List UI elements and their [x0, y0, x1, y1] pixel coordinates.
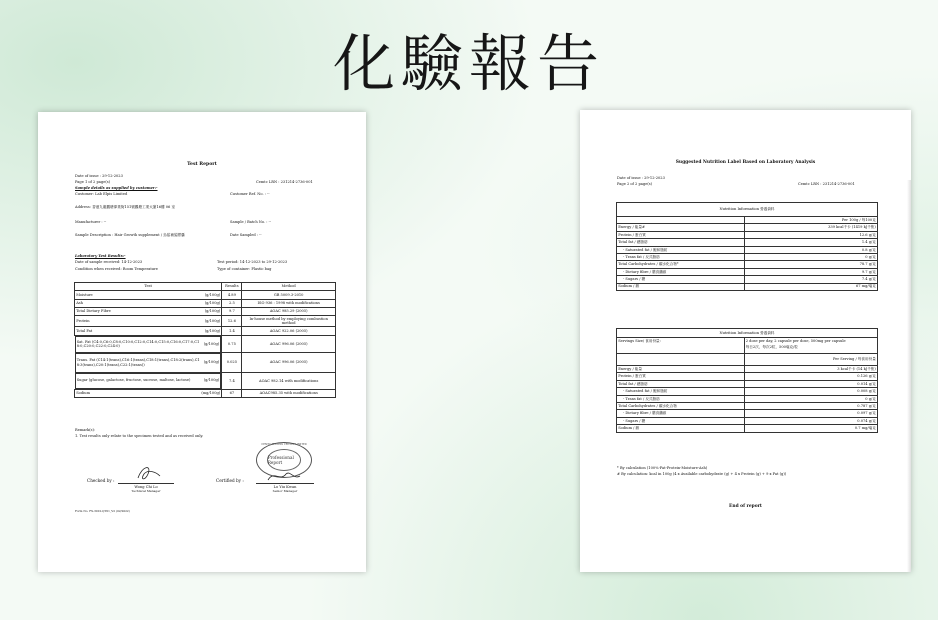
row-test: Sat. Fat (C4:0,C6:0,C8:0,C10:0,C12:0,C14:0,C15:0,C16:0,C17:0,C18:0,C20:0,C22:0,C24:0): [76, 339, 200, 349]
nutrition-title: Suggested Nutrition Label Based on Laboratory Analysis: [675, 160, 816, 165]
certifier-title: Senior Manager: [272, 489, 298, 493]
form-number: Form No. FS-3010-QT01_V2 (02/2022): [75, 509, 130, 513]
row-value: 7.4 g/克: [744, 276, 877, 283]
table-row: [75, 327, 336, 335]
manufacturer: Manufacturer : --: [75, 220, 107, 224]
lab-results-heading: Laboratory Test Results:-: [75, 254, 126, 258]
row-value: 0.787 g/克: [744, 402, 877, 409]
stamp-ring-text: CEMTC TESTING CENTRE LIMITED: [261, 443, 307, 446]
servings-value-en: 2 dose per day, 2 capsule per dose, 500mg per capsule: [745, 338, 846, 343]
row-value: 1.4 g/克: [744, 239, 877, 246]
row-result: 2.5: [222, 299, 242, 307]
row-result: 0.75: [222, 335, 242, 353]
table-row: [75, 335, 336, 353]
cemtc-lrn: Cemtc LRN : 231214-2736-001: [256, 180, 313, 184]
row-label: Total Carbohydrates / 碳水化合物: [617, 402, 745, 409]
table-row: [617, 276, 878, 283]
table-row: [617, 417, 878, 424]
row-label: Protein / 蛋白質: [617, 231, 745, 238]
row-unit: (g/100g): [204, 292, 221, 297]
row-test: Moisture: [76, 292, 93, 297]
row-unit: (g/100g): [203, 360, 220, 365]
row-value: 0.008 g/克: [744, 388, 877, 395]
address: Address: 香港九龍觀塘偉業街151號觀塘工業大廈16樓 06 室: [75, 205, 176, 209]
customer: Customer: Lab Elpis Limited: [75, 192, 128, 196]
page-info: Page 1 of 2 page(s): [75, 180, 110, 184]
row-value: 0.7 mg/毫克: [744, 425, 877, 432]
row-value: 0 g/克: [744, 395, 877, 402]
row-test: Ash: [76, 301, 83, 305]
table-row: [617, 395, 878, 402]
certified-by-label: Certified by :: [216, 478, 244, 483]
table-row: [617, 231, 878, 238]
end-of-report: End of report: [729, 504, 762, 509]
footnote-1: * By calculation (100%-Fat-Protein-Moisture-Ash): [617, 466, 708, 470]
sample-details-heading: Sample details as supplied by customer:-: [75, 186, 158, 190]
table-row: [617, 425, 878, 432]
row-method: GB 5009.3-2010: [242, 291, 336, 299]
condition: Condition when received: Room Temperature: [75, 267, 158, 271]
row-method: AOAC 996.06 (2005): [242, 353, 336, 373]
table-row: [75, 373, 336, 390]
row-method: AOAC 985.29 (2005): [242, 307, 336, 315]
row-value: 0.014 g/克: [744, 380, 877, 387]
checker-title: Technical Manager: [131, 489, 161, 493]
row-label: Sodium / 鈉: [617, 425, 745, 432]
row-label: Total Carbohydrates / 碳水化合物*: [617, 261, 745, 268]
servings-value-zh: 每日2次，每次2粒，500毫克/粒: [745, 345, 798, 350]
row-value: 78.7 g/克: [744, 261, 877, 268]
row-value: 3 kcal千卡 (14 kJ千焦): [744, 366, 877, 373]
test-period: Test period: 14-12-2023 to 29-12-2023: [217, 260, 288, 264]
certifier-name: Lo Yiu Kwan: [273, 485, 297, 489]
row-result: 9.7: [222, 307, 242, 315]
table-row: [75, 353, 336, 373]
row-test: Sugar (glucose, galactose, fructose, sucrose, maltose, lactose): [76, 378, 191, 383]
row-unit: (g/100g): [204, 328, 221, 333]
header-method: Method: [242, 283, 336, 291]
row-label: Sodium / 鈉: [617, 283, 745, 290]
row-label: - Saturated fat / 飽和脂肪: [617, 246, 745, 253]
row-test: Sodium: [76, 391, 90, 396]
page-heading: 化驗報告: [332, 27, 605, 100]
row-label: - Sugars / 糖: [617, 417, 745, 424]
nutrition-cemtc-lrn: Cemtc LRN : 231214-2736-001: [798, 182, 855, 186]
row-result: 4.89: [222, 291, 242, 299]
table-row: [617, 268, 878, 275]
row-unit: (g/100g): [204, 309, 221, 314]
table-row: [617, 410, 878, 417]
row-value: 0.074 g/克: [744, 417, 877, 424]
customer-ref: Customer Ref. No. : --: [230, 192, 270, 196]
row-unit: (mg/100g): [201, 391, 221, 396]
remarks-heading: Remark(s):: [75, 428, 96, 432]
test-report-page: [38, 112, 366, 572]
container: Type of container: Plastic bag: [217, 267, 272, 271]
nutrition-table-per-100g: [616, 202, 878, 291]
checked-by-label: Checked by :: [87, 478, 115, 483]
table-row: [617, 402, 878, 409]
table-row: [617, 380, 878, 387]
row-label: Protein / 蛋白質: [617, 373, 745, 380]
row-label: - Trans fat / 反式脂肪: [617, 253, 745, 260]
checker-signature-line: [118, 483, 174, 484]
servings-label: Servings Size/ 食用份量:: [617, 338, 745, 354]
row-value: 0.126 g/克: [744, 373, 877, 380]
nutrition-page-info: Page 2 of 2 page(s): [617, 182, 652, 186]
table-row: [75, 316, 336, 327]
row-label: - Trans fat / 反式脂肪: [617, 395, 745, 402]
table-row: [75, 291, 336, 299]
row-value: 12.6 g/克: [744, 231, 877, 238]
table-header-row: [75, 283, 336, 291]
row-value: 0 g/克: [744, 253, 877, 260]
row-label: - Sugars / 糖: [617, 276, 745, 283]
table2-per: Per Serving / 每食用份量: [744, 354, 877, 366]
header-results: Results: [222, 283, 242, 291]
table1-header: Nutrition Information 營養資料: [617, 203, 878, 217]
row-result: 67: [222, 389, 242, 397]
table-row: [617, 388, 878, 395]
table2-header: Nutrition Information 營養資料: [617, 329, 878, 338]
nutrition-date-of-issue: Date of issue : 29-12-2023: [617, 176, 665, 180]
row-value: 0.097 g/克: [744, 410, 877, 417]
table-row: [75, 389, 336, 397]
table-row: [617, 239, 878, 246]
row-value: 9.7 g/克: [744, 268, 877, 275]
row-label: - Saturated fat / 飽和脂肪: [617, 388, 745, 395]
row-result: 12.6: [222, 316, 242, 327]
header-test: Test: [75, 283, 222, 291]
date-received: Date of sample received: 14-12-2023: [75, 260, 143, 264]
row-label: Energy / 能量#: [617, 224, 745, 231]
row-method: In-house method by employing combustion method: [242, 316, 336, 327]
row-value: 339 kcal千卡 (1419 kJ千焦): [744, 224, 877, 231]
checker-name: Wong Chi Lo: [134, 485, 158, 489]
certifier-signature-line: [256, 483, 314, 484]
row-value: 0.8 g/克: [744, 246, 877, 253]
row-method: ISO 936 : 1998 with modifications: [242, 299, 336, 307]
row-unit: (g/100g): [203, 341, 220, 346]
results-table: [74, 282, 336, 398]
table-row: [617, 253, 878, 260]
row-method: AOAC 996.06 (2005): [242, 335, 336, 353]
table-row: [75, 307, 336, 315]
row-result: 1.4: [222, 327, 242, 335]
row-method: AOAC 982.14 with modifications: [242, 373, 336, 390]
nutrition-table-per-serving: [616, 328, 878, 433]
row-label: - Dietary fibre / 膳食纖維: [617, 410, 745, 417]
row-result: 7.4: [222, 373, 242, 390]
row-test: Protein: [76, 319, 90, 324]
table-row: [617, 366, 878, 373]
table-row: [75, 299, 336, 307]
footnote-2: # By calculation: kcal in 100g (4 x Available carbohydrate (g) + 4 x Protein (g) + 9 x Fat (g)): [617, 472, 787, 476]
table-row: [617, 373, 878, 380]
row-test: Total Fat: [76, 328, 93, 333]
row-unit: (g/100g): [204, 319, 221, 324]
sample-description: Sample Description : Hair Growth supplement / 烏髮補髮膠囊: [75, 233, 185, 237]
checker-signature: [132, 462, 166, 484]
remark-1: 1. Test results only relate to the specimen tested and as received only.: [75, 434, 204, 438]
nutrition-label-page: [580, 110, 911, 572]
stamp-center-text: Professional Report: [267, 454, 294, 465]
row-unit: (g/100g): [204, 301, 221, 305]
row-label: - Dietary fibre / 膳食纖維: [617, 268, 745, 275]
table-row: [617, 283, 878, 290]
row-test: Trans. Fat (C14:1(trans),C16:1(trans),C18:1(trans),C18:2(trans),C18:3(trans),C20:1(trans),C22:1(trans)): [76, 358, 200, 367]
date-sampled: Date Sampled : --: [230, 233, 262, 237]
row-label: Energy / 能量: [617, 366, 745, 373]
report-title: Test Report: [187, 162, 217, 167]
row-unit: (g/100g): [203, 378, 220, 383]
date-of-issue: Date of issue : 29-12-2023: [75, 174, 123, 178]
row-test: Total Dietary Fibre: [76, 309, 111, 314]
row-label: Total fat / 總脂肪: [617, 380, 745, 387]
row-label: Total fat / 總脂肪: [617, 239, 745, 246]
table-row: [617, 261, 878, 268]
row-result: 0.025: [222, 353, 242, 373]
table-row: [617, 224, 878, 231]
table-row: [617, 246, 878, 253]
sample-batch: Sample / Batch No. : --: [230, 220, 272, 224]
table1-per: Per 100g / 每100克: [744, 217, 877, 224]
row-method: AOAC 922.06 (2005): [242, 327, 336, 335]
certifier-signature: [264, 468, 304, 484]
row-method: AOAC985.35 with modifications: [242, 389, 336, 397]
row-value: 67 mg/毫克: [744, 283, 877, 290]
